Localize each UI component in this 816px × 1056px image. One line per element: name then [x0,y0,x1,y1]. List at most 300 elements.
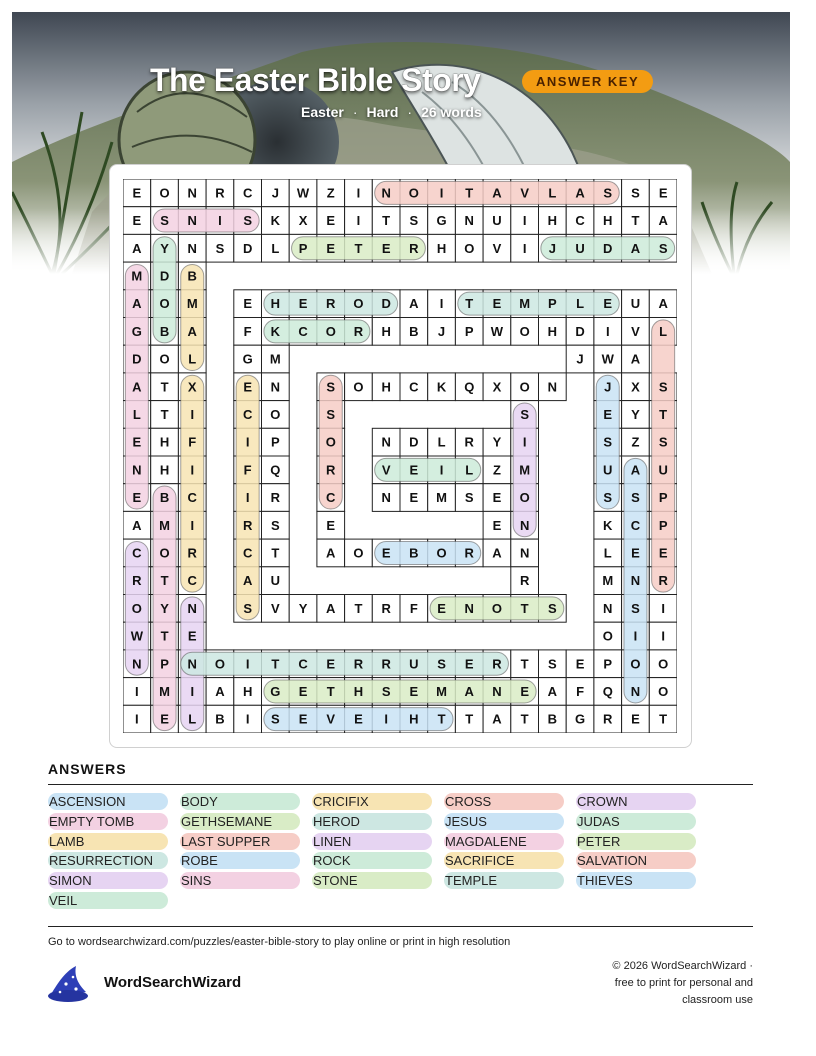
answer-rock: ROCK [312,852,432,869]
grid-letter: K [436,379,447,395]
grid-letter: O [630,656,641,672]
answer-resurrection: RESURRECTION [48,852,168,869]
grid-letter: R [326,296,336,312]
grid-letter: N [187,656,197,672]
grid-letter: O [159,351,170,367]
grid-letter: M [269,351,281,367]
grid-letter: Y [160,240,169,256]
grid-letter: N [519,545,530,561]
grid-letter: S [658,379,668,395]
grid-letter: T [160,628,169,644]
answer-robe: ROBE [180,852,300,869]
page-title: The Easter Bible Story [150,62,481,98]
grid-letter: S [464,490,474,506]
grid-letter: U [575,240,585,256]
grid-letter: E [409,462,419,478]
answer-peter: PETER [576,833,696,850]
grid-letter: F [409,600,418,616]
grid-letter: D [132,351,142,367]
grid-letter: I [661,600,665,616]
grid-letter: C [187,573,197,589]
grid-letter: H [159,462,170,478]
answer-simon: SIMON [48,872,168,889]
answer-ascension: ASCENSION [48,793,168,810]
grid-letter: H [547,213,558,229]
grid-letter: P [658,490,668,506]
grid-letter: E [492,517,502,533]
grid-letter: U [270,573,281,589]
grid-letter: T [326,683,335,699]
grid-letter: S [631,600,640,616]
grid-letter: H [381,379,391,395]
grid-letter: J [604,379,612,395]
grid-letter: E [326,240,336,256]
grid-letter: W [490,323,504,339]
grid-letter: E [243,296,252,312]
grid-letter: D [575,323,585,339]
grid-letter: R [492,656,502,672]
grid-letter: N [519,517,530,533]
grid-letter: D [242,240,253,256]
grid-letter: H [547,323,558,339]
grid-letter: M [519,296,531,312]
puzzle-meta [301,104,482,120]
grid-letter: S [548,600,557,616]
grid-letter: X [492,379,502,395]
grid-letter: C [298,323,308,339]
grid-letter: S [603,434,613,450]
grid-letter: S [160,213,169,229]
grid-letter: I [439,296,444,312]
grid-letter: P [658,517,668,533]
answer-herod: HEROD [312,813,432,830]
grid-letter: O [519,323,530,339]
grid-letter: C [630,517,641,533]
grid-letter: O [214,656,226,672]
answer-temple: TEMPLE [444,872,564,889]
answer-key-badge: ANSWER KEY [522,70,653,93]
grid-letter: L [188,351,197,367]
footer-divider [48,926,753,927]
grid-letter: S [243,600,252,616]
grid-letter: Y [631,406,640,422]
grid-letter: Q [602,683,613,699]
grid-letter: A [492,545,502,561]
grid-letter: L [603,545,612,561]
grid-letter: J [437,323,446,339]
grid-letter: B [547,711,558,727]
grid-letter: V [492,240,502,256]
grid-letter: G [436,213,447,229]
copyright-line: © 2026 WordSearchWizard · [612,960,753,972]
grid-letter: A [575,185,585,201]
grid-letter: R [353,656,364,672]
grid-letter: C [575,213,585,229]
grid-letter: E [409,683,419,699]
grid-letter: A [630,351,641,367]
grid-letter: S [409,213,419,229]
answer-last-supper: LAST SUPPER [180,833,300,850]
answer-magdalene: MAGDALENE [444,833,564,850]
grid-letter: N [187,213,197,229]
grid-letter: H [159,434,170,450]
grid-letter: E [381,240,391,256]
grid-letter: R [519,573,530,589]
grid-letter: S [271,711,280,727]
grid-letter: N [492,683,502,699]
grid-letter: Z [631,434,640,450]
grid-letter: X [631,379,640,395]
grid-letter: T [160,379,169,395]
grid-letter: E [520,683,529,699]
grid-letter: V [271,600,280,616]
grid-letter: N [270,379,281,395]
grid-letter: E [658,545,668,561]
grid-letter: R [270,490,281,506]
grid-letter: M [159,683,170,699]
grid-letter: I [135,683,139,699]
grid-letter: S [381,683,391,699]
grid-letter: G [270,683,281,699]
grid-letter: A [409,296,419,312]
grid-letter: O [270,406,281,422]
grid-letter: C [242,185,253,201]
grid-letter: H [436,240,447,256]
grid-letter: N [132,656,142,672]
grid-letter: T [520,600,529,616]
grid-letter: S [603,490,613,506]
answer-jesus: JESUS [444,813,564,830]
grid-letter: H [270,296,281,312]
grid-letter: I [190,683,195,699]
grid-letter: N [630,683,641,699]
grid-letter: D [381,296,391,312]
grid-letter: E [603,406,613,422]
grid-letter: I [245,656,250,672]
grid-letter: O [353,545,364,561]
grid-letter: J [548,240,556,256]
grid-letter: S [243,213,252,229]
grid-letter: T [354,240,363,256]
grid-letter: F [243,462,252,478]
grid-letter: P [271,434,280,450]
grid-letter: I [633,628,638,644]
grid-letter: T [659,406,668,422]
grid-letter: J [271,185,279,201]
grid-letter: I [661,628,665,644]
answers-divider [48,784,753,785]
grid-letter: A [187,323,197,339]
copyright-notice [553,958,753,1009]
grid-letter: V [326,711,336,727]
grid-letter: S [548,656,557,672]
grid-letter: A [492,185,502,201]
grid-letter: E [132,490,142,506]
grid-letter: I [245,711,250,727]
grid-letter: I [218,213,222,229]
grid-letter: E [298,711,308,727]
grid-letter: B [187,268,197,284]
grid-letter: I [605,323,610,339]
grid-letter: S [215,240,225,256]
grid-letter: N [187,600,197,616]
answer-stone: STONE [312,872,432,889]
grid-letter: V [520,185,529,201]
grid-letter: L [437,434,446,450]
grid-letter: T [437,711,446,727]
grid-letter: E [631,711,640,727]
answer-lamb: LAMB [48,833,168,850]
copyright-line: classroom use [682,994,753,1006]
grid-letter: T [520,656,529,672]
grid-letter: A [630,462,641,478]
grid-letter: T [465,185,474,201]
grid-letter: E [575,656,585,672]
grid-letter: N [547,379,558,395]
grid-letter: R [353,323,364,339]
grid-letter: T [271,656,280,672]
grid-letter: F [188,434,197,450]
grid-letter: E [492,490,502,506]
grid-letter: I [522,240,527,256]
grid-letter: O [519,379,530,395]
grid-letter: A [658,213,668,229]
grid-letter: S [631,185,640,201]
grid-letter: H [409,711,419,727]
answer-body: BODY [180,793,300,810]
grid-letter: C [187,490,197,506]
grid-letter: I [439,185,444,201]
grid-letter: N [187,240,197,256]
grid-letter: A [132,517,142,533]
grid-letter: R [215,185,225,201]
grid-letter: O [602,628,613,644]
grid-letter: A [132,240,142,256]
grid-letter: L [188,711,197,727]
grid-letter: S [271,517,280,533]
grid-letter: O [353,296,364,312]
grid-letter: M [602,573,614,589]
grid-letter: E [658,185,668,201]
grid-letter: L [548,185,557,201]
grid-letter: L [271,240,280,256]
answers-heading: ANSWERS [48,761,127,777]
grid-letter: N [630,573,641,589]
grid-letter: O [159,545,170,561]
grid-letter: M [186,296,198,312]
grid-letter: C [242,406,253,422]
grid-letter: A [464,683,474,699]
grid-letter: E [631,545,640,561]
grid-letter: T [465,296,474,312]
grid-letter: T [659,711,668,727]
grid-letter: R [381,600,391,616]
grid-letter: A [242,573,253,589]
grid-letter: E [326,213,336,229]
grid-letter: D [159,268,170,284]
grid-letter: V [631,323,640,339]
grid-letter: B [409,545,419,561]
grid-letter: H [242,683,253,699]
grid-letter: O [658,656,669,672]
grid-letter: A [326,545,336,561]
meta-word-count: 26 words [421,104,482,120]
grid-letter: K [270,213,281,229]
grid-letter: T [160,573,169,589]
grid-letter: I [190,462,195,478]
grid-letter: N [464,213,474,229]
grid-letter: Q [270,462,281,478]
grid-letter: R [381,656,391,672]
answer-crown: CROWN [576,793,696,810]
grid-letter: V [381,462,391,478]
grid-letter: I [190,517,195,533]
grid-letter: J [576,351,584,367]
grid-letter: R [132,573,142,589]
grid-letter: Y [160,600,169,616]
grid-letter: H [603,213,613,229]
grid-letter: S [326,406,336,422]
grid-letter: X [187,379,197,395]
grid-letter: E [437,600,446,616]
grid-letter: S [658,434,668,450]
grid-letter: H [353,683,364,699]
grid-letter: N [381,490,391,506]
grid-letter: E [464,656,474,672]
grid-letter: N [381,185,391,201]
grid-letter: N [381,434,391,450]
grid-letter: B [409,323,419,339]
answer-veil: VEIL [48,892,168,909]
grid-letter: C [242,545,253,561]
answer-sins: SINS [180,872,300,889]
answer-empty-tomb: EMPTY TOMB [48,813,168,830]
grid-letter: L [576,296,585,312]
grid-letter: T [520,711,529,727]
grid-letter: M [519,462,531,478]
grid-letter: O [519,490,530,506]
grid-letter: E [132,434,142,450]
grid-letter: P [548,296,557,312]
grid-letter: S [631,490,640,506]
grid-letter: M [159,517,170,533]
grid-letter: E [132,213,142,229]
grid-letter: A [492,711,502,727]
grid-letter: C [326,490,336,506]
grid-letter: Z [326,185,335,201]
grid-letter: T [382,213,391,229]
answer-linen: LINEN [312,833,432,850]
grid-letter: T [160,406,169,422]
grid-letter: T [631,213,640,229]
grid-letter: O [325,323,336,339]
grid-letter: Q [464,379,475,395]
answer-sacrifice: SACRIFICE [444,852,564,869]
grid-letter: K [270,323,281,339]
answer-cross: CROSS [444,793,564,810]
answers-list [48,793,768,913]
grid-letter: U [492,213,502,229]
grid-letter: U [658,462,668,478]
grid-letter: E [160,711,169,727]
grid-letter: R [658,573,668,589]
grid-letters [123,179,677,733]
grid-letter: C [132,545,142,561]
grid-letter: O [658,683,669,699]
grid-letter: I [190,406,195,422]
grid-letter: S [437,656,446,672]
grid-letter: B [215,711,225,727]
grid-letter: S [603,185,613,201]
grid-letter: O [491,600,503,616]
grid-letter: P [464,323,474,339]
answer-gethsemane: GETHSEMANE [180,813,300,830]
grid-letter: E [381,545,391,561]
grid-letter: E [354,711,363,727]
grid-letter: R [464,545,474,561]
grid-letter: F [243,323,252,339]
grid-letter: U [409,656,419,672]
grid-letter: W [601,351,614,367]
grid-letter: R [326,462,336,478]
grid-letter: M [436,683,447,699]
grid-letter: I [522,434,527,450]
grid-letter: A [215,683,225,699]
grid-letter: O [408,185,419,201]
grid-letter: W [296,185,310,201]
grid-letter: C [298,656,308,672]
grid-letter: P [603,656,613,672]
grid-letter: N [464,600,474,616]
grid-letter: R [187,545,197,561]
answer-judas: JUDAS [576,813,696,830]
grid-letter: R [464,434,474,450]
grid-letter: G [242,351,253,367]
meta-theme: Easter [301,104,344,120]
grid-letter: E [492,296,502,312]
answer-salvation: SALVATION [576,852,696,869]
grid-letter: O [159,185,170,201]
wizard-hat-icon [46,962,92,1004]
grid-letter: Y [492,434,502,450]
meta-separator: · [407,104,413,120]
grid-letter: E [298,683,308,699]
grid-letter: E [409,490,419,506]
grid-letter: I [384,711,388,727]
grid-letter: O [159,296,170,312]
grid-letter: K [603,517,613,533]
grid-letter: N [187,185,197,201]
grid-letter: A [658,296,668,312]
brand-name: WordSearchWizard [104,974,242,991]
grid-letter: H [381,323,391,339]
grid-letter: I [439,462,444,478]
grid-letter: B [159,490,170,506]
grid-letter: X [298,213,308,229]
footer-link-text: Go to wordsearchwizard.com/puzzles/easter-bible-story to play online or print in high resolution [48,936,511,948]
meta-difficulty: Hard [366,104,399,120]
grid-letter: M [131,268,143,284]
grid-letter: O [353,379,364,395]
grid-letter: A [326,600,336,616]
grid-letter: L [465,462,474,478]
grid-letter: S [658,240,668,256]
grid-letter: S [520,406,529,422]
grid-letter: P [298,240,308,256]
grid-letter: N [603,600,613,616]
grid-letter: A [547,683,558,699]
grid-letter: G [131,323,142,339]
